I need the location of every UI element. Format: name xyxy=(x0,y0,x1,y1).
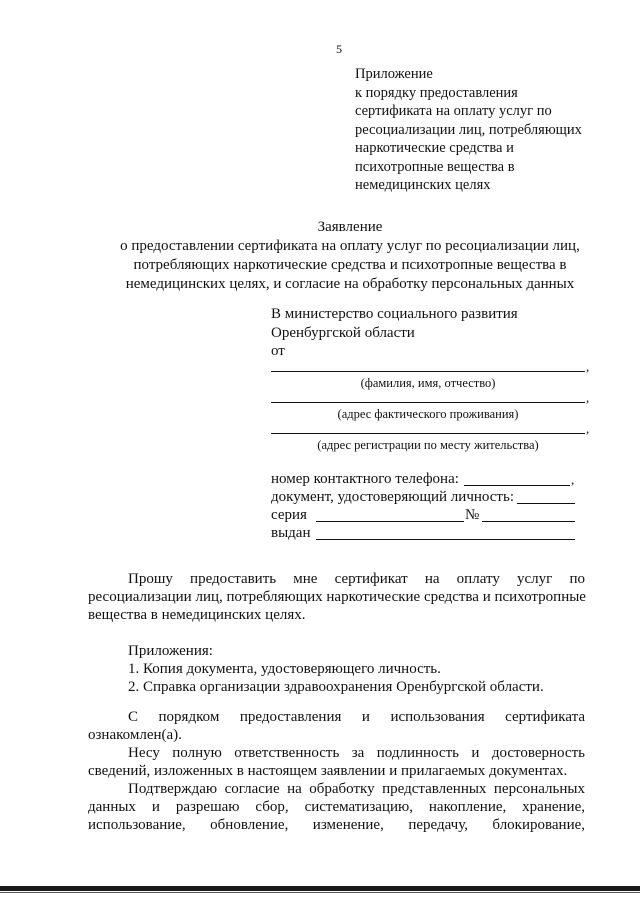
title-line: потребляющих наркотические средства и психотропные вещества в xyxy=(133,257,567,273)
request-line: вещества в немедицинских целях. xyxy=(88,607,306,623)
series-field[interactable] xyxy=(316,521,464,522)
responsibility-line: Несу полную ответственность за подлинность и достоверность xyxy=(128,745,585,761)
appendix-line: ресоциализации лиц, потребляющих xyxy=(355,121,582,138)
phone-field[interactable] xyxy=(464,485,570,486)
consent-line: использование, обновление, изменение, передачу, блокирование, xyxy=(88,817,585,833)
issued-label: выдан xyxy=(271,525,311,541)
document-field[interactable] xyxy=(517,503,575,504)
responsibility-line: сведений, изложенных в настоящем заявлении и прилагаемых документах. xyxy=(88,763,568,779)
series-label: серия xyxy=(271,507,307,523)
phone-label: номер контактного телефона: xyxy=(271,471,459,487)
title-heading: Заявление xyxy=(317,219,383,235)
comma-mark: , xyxy=(586,390,590,405)
fio-caption: (фамилия, имя, отчество) xyxy=(360,376,496,390)
acknowledgement-line: ознакомлен(а). xyxy=(88,727,182,743)
issued-field[interactable] xyxy=(316,539,575,540)
appendix-line: к порядку предоставления xyxy=(355,84,518,101)
appendix-line: наркотические средства и xyxy=(355,140,514,156)
actual-address-caption: (адрес фактического проживания) xyxy=(337,407,519,421)
page-number: 5 xyxy=(336,42,342,56)
title-line: о предоставлении сертификата на оплату услуг по ресоциализации лиц, xyxy=(120,238,580,254)
request-line: ресоциализации лиц, потребляющих наркотические средства и психотропные xyxy=(88,589,586,605)
page-bottom-border-thin xyxy=(0,892,640,893)
comma-mark: , xyxy=(571,472,575,487)
addressee-from: от xyxy=(271,343,285,359)
acknowledgement-line: С порядком предоставления и использования сертификата xyxy=(128,709,585,725)
appendix-header xyxy=(355,65,582,195)
request-line: Прошу предоставить мне сертификат на оплату услуг по xyxy=(128,571,585,587)
comma-mark: , xyxy=(586,359,590,374)
consent-line: данных и разрешаю сбор, систематизацию, накопление, хранение, xyxy=(88,799,585,815)
document-label: документ, удостоверяющий личность: xyxy=(271,489,514,505)
attachment-item: 2. Справка организации здравоохранения Оренбургской области. xyxy=(128,679,544,695)
consent-line: Подтверждаю согласие на обработку представленных персональных xyxy=(128,781,585,797)
attachments-heading: Приложения: xyxy=(128,643,213,659)
registration-address-caption: (адрес регистрации по месту жительства) xyxy=(317,438,539,452)
addressee-region: Оренбургской области xyxy=(271,325,415,341)
number-label: № xyxy=(465,507,480,523)
page-bottom-border xyxy=(0,886,640,891)
number-field[interactable] xyxy=(482,521,575,522)
actual-address-field[interactable] xyxy=(271,402,585,403)
appendix-line: психотропные вещества в xyxy=(355,158,515,175)
appendix-line: сертификата на оплату услуг по xyxy=(355,103,552,119)
appendix-line: Приложение xyxy=(355,66,433,82)
fio-field[interactable] xyxy=(271,371,585,372)
addressee-ministry: В министерство социального развития xyxy=(271,306,518,322)
title-line: немедицинских целях, и согласие на обработку персональных данных xyxy=(125,276,575,292)
document-title xyxy=(60,218,640,294)
appendix-line: немедицинских целях xyxy=(355,177,491,193)
comma-mark: , xyxy=(586,421,590,436)
registration-address-field[interactable] xyxy=(271,433,585,434)
attachment-item: 1. Копия документа, удостоверяющего личность. xyxy=(128,661,441,677)
